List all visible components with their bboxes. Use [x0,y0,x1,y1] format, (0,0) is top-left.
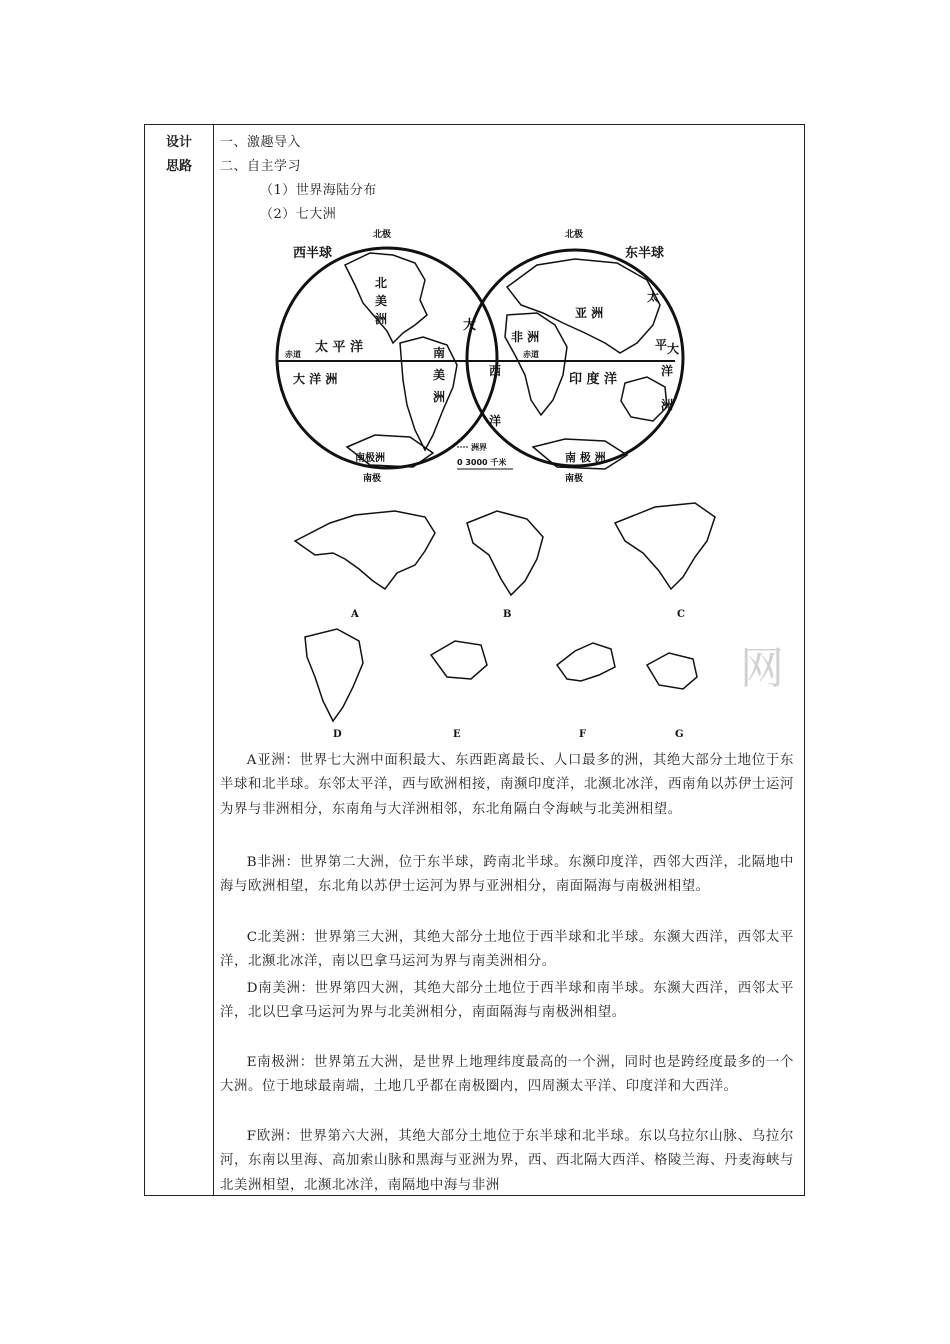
africa-label: 非 洲 [511,330,540,344]
indian-ocean-label: 印 度 洋 [569,372,618,387]
east-hemisphere-label: 东半球 [625,246,665,261]
column-divider [213,125,214,1195]
outline [220,131,794,227]
oceania-left-label: 大 洋 洲 [293,372,338,386]
na-label-1: 北 [375,276,388,290]
shape-label-b: B [503,609,512,620]
antarctica-e-label: 南 极 洲 [565,451,606,464]
paragraph-asia: A亚洲：世界七大洲中面积最大、东西距离最长、人口最多的洲，其绝大部分土地位于东半球和北半球。东邻太平洋，西与欧洲相接，南濒印度洋，北濒北冰洋，西南角以苏伊士运河为界与非洲相分，东南角与大洋洲相邻，东北角隔白令海峡与北美洲相望。 [220,753,794,817]
sa-label-2: 美 [433,368,446,382]
east-pacific-4: 洋 [661,364,674,378]
hemisphere-map [275,225,680,487]
scale-label: 0 3000 千米 [457,458,507,467]
atlantic-label-2: 洋 [489,414,502,428]
label-line-2: 思路 [165,159,192,174]
outline-item-2: 二、自主学习 [220,159,302,174]
north-pole-label-e: 北极 [565,230,584,240]
shape-label-d: D [333,729,342,740]
equator-label-e: 赤道 [523,350,539,359]
pacific-label: 太 平 洋 [315,340,364,355]
label-line-1: 设计 [165,135,192,150]
south-pole-label-e: 南极 [565,474,584,484]
antarctica-w-label: 南极洲 [355,453,385,464]
east-pacific-2: 平 [655,338,668,352]
east-pacific-5: 洲 [661,398,674,412]
sa-label-1: 南 [433,346,446,360]
west-hemisphere-label: 西半球 [293,246,333,261]
na-label-3: 洲 [375,312,388,326]
south-pole-label-w: 南极 [363,474,382,484]
outline-item-1: 一、激趣导入 [220,135,302,150]
sa-label-3: 洲 [433,390,446,404]
paragraph-europe: F欧洲：世界第六大洲，其绝大部分土地位于东半球和北半球。东以乌拉尔山脉、乌拉尔河，东南以里海、高加索山脉和黑海与亚洲为界，西、西北隔大西洋、格陵兰海、丹麦海峡与北美洲相望，北濒北冰洋，南隔地中海与非洲 [220,1129,794,1193]
pacific-right-label: 大 [463,318,477,333]
lesson-table [144,124,805,1196]
continent-shapes [275,493,775,743]
shape-label-e: E [453,729,461,740]
outline-sub-1: （1）世界海陆分布 [260,183,377,198]
row-label [145,131,213,179]
watermark: 网 [740,643,784,694]
paragraph-africa: B非洲：世界第二大洲，位于东半球，跨南北半球。东濒印度洋，西邻大西洋，北隔地中海与欧洲相望，东北角以苏伊士运河为界与亚洲相分，南面隔海与南极洲相望。 [220,855,794,895]
shape-label-f: F [579,729,587,740]
na-label-2: 美 [375,294,388,308]
paragraph-south-america: D南美洲：世界第四大洲，其绝大部分土地位于西半球和南半球。东濒大西洋，西邻太平洋，北以巴拿马运河为界与北美洲相分，南面隔海与南极洲相望。 [220,981,794,1021]
east-pacific-3: 大 [667,342,680,356]
shape-label-a: A [351,609,359,620]
outline-sub-2: （2）七大洲 [260,207,337,222]
paragraph-antarctica: E南极洲：世界第五大洲，是世界上地理纬度最高的一个洲，同时也是跨经度最多的一个大洲。位于地球最南端，土地几乎都在南极圈内，四周濒太平洋、印度洋和大西洋。 [220,1055,794,1095]
paragraph-north-america: C北美洲：世界第三大洲，其绝大部分土地位于西半球和北半球。东濒大西洋，西邻太平洋，北濒北冰洋，南以巴拿马运河为界与南美洲相分。 [220,930,794,970]
east-pacific-1: 太 [647,290,660,304]
north-pole-label-w: 北极 [373,230,392,240]
atlantic-label-1: 西 [489,364,502,378]
legend-boundary: 洲界 [471,443,487,452]
asia-label: 亚 洲 [575,306,604,320]
shape-label-g: G [675,729,684,740]
equator-label-w: 赤道 [285,350,301,359]
shape-label-c: C [677,609,685,620]
